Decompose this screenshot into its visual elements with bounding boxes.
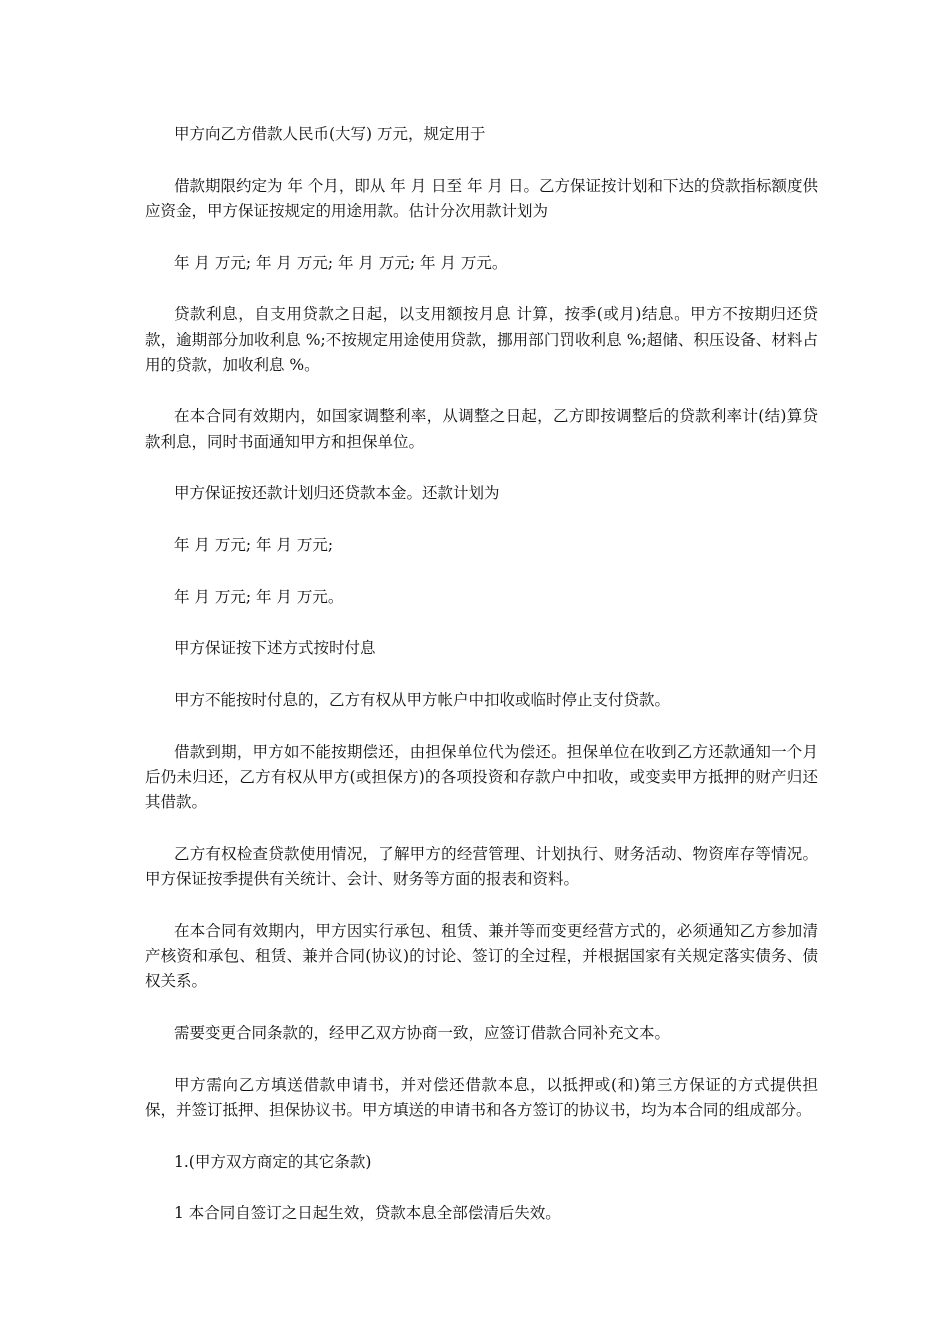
paragraph-effectiveness: 1 本合同自签订之日起生效，贷款本息全部偿清后失效。 [174, 1204, 561, 1223]
paragraph-loan-amount: 甲方向乙方借款人民币(大写) 万元，规定用于 [174, 125, 486, 143]
paragraph-repayment-schedule-1: 年 月 万元; 年 月 万元; [174, 536, 334, 555]
paragraph-rate-adjustment: 在本合同有效期内，如国家调整利率，从调整之日起，乙方即按调整后的贷款利率计(结)算贷款利息，同时书面通知甲方和担保单位。 [145, 407, 818, 451]
paragraph-repayment-plan: 甲方保证按还款计划归还贷款本金。还款计划为 [174, 484, 500, 503]
paragraph-inspection-rights: 乙方有权检查贷款使用情况，了解甲方的经营管理、计划执行、财务活动、物资库存等情况。甲方保证按季提供有关统计、会计、财务等方面的报表和资料。 [145, 844, 818, 889]
paragraph-interest-payment-method: 甲方保证按下述方式按时付息 [174, 639, 376, 658]
paragraph-other-terms: 1.(甲方双方商定的其它条款) [174, 1152, 372, 1171]
paragraph-draw-schedule: 年 月 万元; 年 月 万元; 年 月 万元; 年 月 万元。 [174, 253, 508, 272]
paragraph-late-interest: 甲方不能按时付息的，乙方有权从甲方帐户中扣收或临时停止支付贷款。 [174, 691, 671, 710]
paragraph-loan-term: 借款期限约定为 年 个月，即从 年 月 日至 年 月 日。乙方保证按计划和下达的贷款指标额度供应资金，甲方保证按规定的用途用款。估计分次用款计划为 [145, 176, 818, 220]
paragraph-repayment-schedule-2: 年 月 万元; 年 月 万元。 [174, 587, 344, 606]
paragraph-interest: 贷款利息，自支用贷款之日起，以支用额按月息 计算，按季(或月)结息。甲方不按期归还贷款，逾期部分加收利息 %;不按规定用途使用贷款，挪用部门罚收利息 %;超储、积压设备、材料占用的贷款，加收利息 %。 [145, 305, 818, 374]
paragraph-guarantor-repayment: 借款到期，甲方如不能按期偿还，由担保单位代为偿还。担保单位在收到乙方还款通知一个月后仍未归还，乙方有权从甲方(或担保方)的各项投资和存款户中扣收，或变卖甲方抵押的财产归还其借款。 [145, 742, 818, 812]
paragraph-business-change: 在本合同有效期内，甲方因实行承包、租赁、兼并等而变更经营方式的，必须通知乙方参加清产核资和承包、租赁、兼并合同(协议)的讨论、签订的全过程，并根据国家有关规定落实债务、债权关系。 [145, 921, 818, 991]
paragraph-application-guarantee: 甲方需向乙方填送借款申请书，并对偿还借款本息，以抵押或(和)第三方保证的方式提供担保，并签订抵押、担保协议书。甲方填送的申请书和各方签订的协议书，均为本合同的组成部分。 [145, 1075, 818, 1119]
paragraph-contract-amendment: 需要变更合同条款的，经甲乙双方协商一致，应签订借款合同补充文本。 [174, 1023, 671, 1042]
